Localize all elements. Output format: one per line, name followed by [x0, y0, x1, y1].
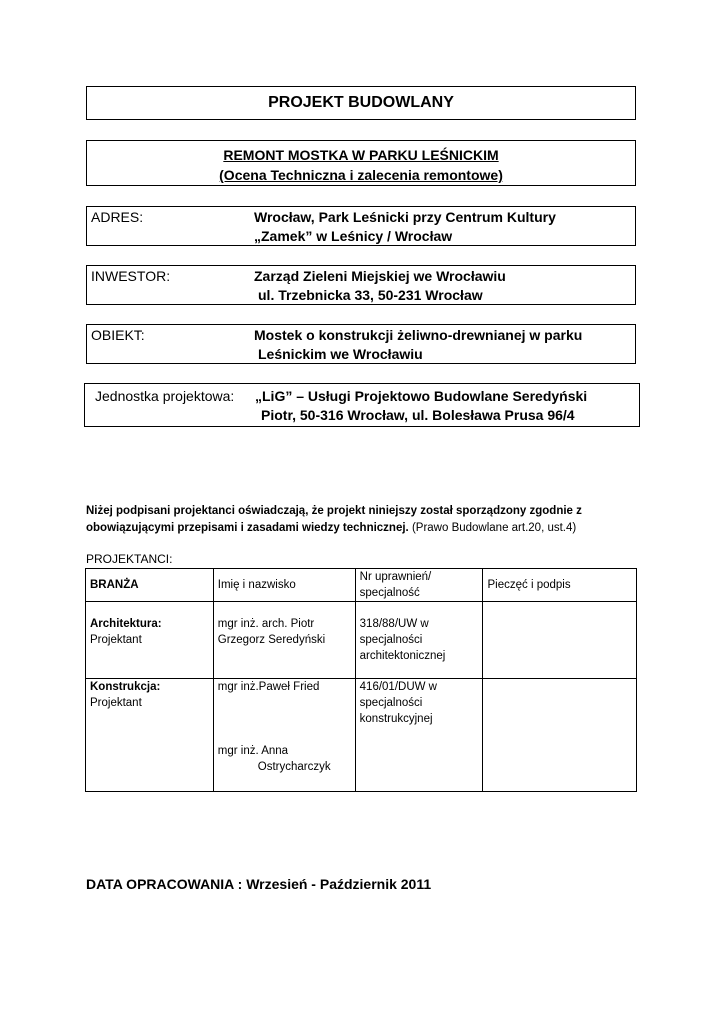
investor-value — [254, 267, 506, 305]
table-row — [86, 679, 637, 792]
subtitle-box — [86, 140, 636, 186]
license-line-1: 318/88/UW w — [359, 618, 429, 630]
design-unit-value — [255, 387, 587, 425]
license-line-1: 416/01/DUW w — [359, 681, 437, 693]
investor-line-2: ul. Trzebnicka 33, 50-231 Wrocław — [258, 287, 483, 303]
design-unit-label: Jednostka projektowa: — [95, 388, 235, 404]
row-construction-branch — [86, 679, 214, 792]
designers-label: PROJEKTANCI: — [86, 552, 173, 566]
designer-name-2-line-1: mgr inż. Anna — [217, 745, 289, 757]
title-box — [86, 86, 636, 120]
investor-box — [86, 265, 636, 305]
branch-name: Konstrukcja: — [90, 681, 161, 693]
document-title: PROJEKT BUDOWLANY — [268, 94, 454, 111]
table-row — [86, 602, 637, 679]
header-signature: Pieczęć i podpis — [483, 569, 637, 602]
declaration-bold: Niżej podpisani projektanci oświadczają, że projekt niniejszy został sporządzony zgodnie z obowiązującymi przepisami i zasadami wiedzy technicznej. — [86, 505, 582, 534]
row-architecture-license — [355, 602, 483, 679]
row-architecture-name — [213, 602, 355, 679]
header-license-line-2: specjalność — [359, 587, 420, 599]
date-line: DATA OPRACOWANIA : Wrzesień - Październik 2011 — [86, 876, 432, 892]
designer-name-line-2: Grzegorz Seredyński — [217, 634, 326, 646]
designers-table — [85, 568, 637, 792]
design-unit-box — [84, 383, 640, 427]
header-branch: BRANŻA — [86, 569, 214, 602]
branch-name: Architektura: — [90, 618, 162, 630]
table-header-row — [86, 569, 637, 602]
address-label: ADRES: — [91, 209, 144, 225]
branch-role: Projektant — [90, 634, 142, 646]
row-architecture-signature — [483, 602, 637, 679]
object-line-2: Leśnickim we Wrocławiu — [258, 346, 423, 362]
designer-name-1: mgr inż.Paweł Fried — [217, 681, 320, 693]
address-line-2: „Zamek” w Leśnicy / Wrocław — [254, 228, 453, 244]
object-value — [254, 326, 582, 364]
license-line-2: specjalności — [359, 634, 423, 646]
investor-label: INWESTOR: — [91, 268, 171, 284]
subtitle-line-2: (Ocena Techniczna i zalecenia remontowe) — [219, 167, 503, 183]
license-line-3: konstrukcyjnej — [359, 713, 433, 725]
investor-line-1: Zarząd Zieleni Miejskiej we Wrocławiu — [254, 268, 506, 284]
object-line-1: Mostek o konstrukcji żeliwno-drewnianej w parku — [254, 327, 583, 343]
designer-name-line-1: mgr inż. arch. Piotr — [217, 618, 315, 630]
design-unit-line-2: Piotr, 50-316 Wrocław, ul. Bolesława Prusa 96/4 — [261, 407, 575, 423]
declaration-normal: (Prawo Budowlane art.20, ust.4) — [408, 522, 577, 534]
object-box — [86, 324, 636, 364]
designer-name-2-line-2: Ostrycharczyk — [257, 761, 331, 773]
header-license-line-1: Nr uprawnień/ — [359, 571, 432, 583]
declaration-text — [86, 503, 636, 537]
row-architecture-branch — [86, 602, 214, 679]
subtitle-line-1: REMONT MOSTKA W PARKU LEŚNICKIM — [223, 147, 499, 163]
object-label: OBIEKT: — [91, 327, 145, 343]
header-license — [355, 569, 483, 602]
address-line-1: Wrocław, Park Leśnicki przy Centrum Kultury — [254, 209, 556, 225]
row-construction-signature — [483, 679, 637, 792]
license-line-2: specjalności — [359, 697, 423, 709]
header-name: Imię i nazwisko — [213, 569, 355, 602]
design-unit-line-1: „LiG” – Usługi Projektowo Budowlane Seredyński — [255, 388, 588, 404]
row-construction-name — [213, 679, 355, 792]
license-line-3: architektonicznej — [359, 650, 446, 662]
row-construction-license — [355, 679, 483, 792]
branch-role: Projektant — [90, 697, 142, 709]
address-value — [254, 208, 556, 246]
address-box — [86, 206, 636, 246]
